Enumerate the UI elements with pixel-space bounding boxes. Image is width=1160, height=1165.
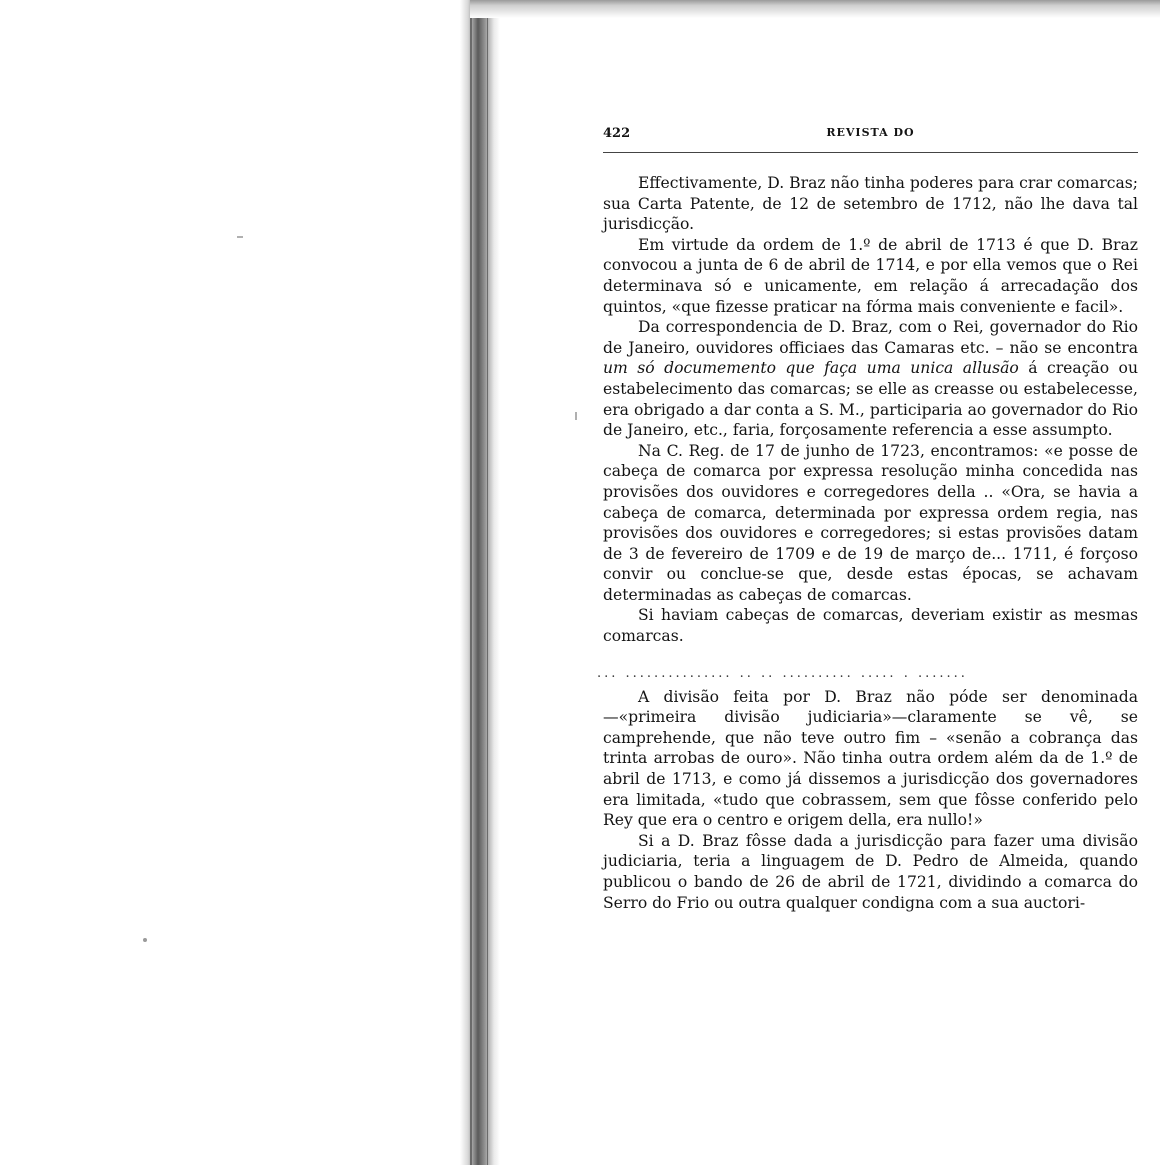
spine-line [487, 0, 488, 1165]
text-segment: Si haviam cabeças de comarcas, deveriam existir as mesmas comarcas. [603, 606, 1138, 646]
text-segment: Na C. Reg. de 17 de junho de 1723, encontramos: «e posse de cabeça de comarca por expressa resolução minha concedida nas provisões dos ouvidores e corregedores della .. «Ora, se havia a cabeça de comarca, determinada por expressa ordem regia, nas provisões dos ouvidores e corregedores; si estas provisões datam de 3 de fevereiro de 1709 e de 19 de março de... 1711, é forçoso convir ou conclue-se que, desde estas épocas, se achavam determinadas as cabeças de comarcas. [603, 441, 1138, 604]
text-segment: Da correspondencia de D. Braz, com o Rei, governador do Rio de Janeiro, ouvidores officiaes das Camaras etc. – não se encontra [603, 318, 1138, 357]
text-segment: A divisão feita por D. Braz não póde ser denominada—«primeira divisão judiciaria»—claramente se vê, se camprehende, que não teve outro fim – «senão a cobrança das trinta arrobas de ouro». Não tinha outra ordem além da de 1.º de abril de 1713, e como já dissemos a jurisdicção dos governadores era limitada, «tudo que cobrassem, sem que fôsse conferido pelo Rey que era o centro e origem della, era nullo!» [603, 687, 1138, 830]
paragraph [603, 605, 1138, 646]
paragraph [603, 317, 1138, 441]
running-title: REVISTA DO [826, 126, 915, 139]
paragraph [603, 173, 1138, 235]
dust-mark [237, 236, 243, 238]
book-spine-shadow [460, 0, 500, 1165]
page-number: 422 [603, 126, 631, 141]
paragraph [603, 441, 1138, 606]
text-segment: á creação ou estabelecimento das comarcas; se elle as creasse ou estabelecesse, era obrigado a dar conta a S. M., participaria ao governador do Rio de Janeiro, etc., faria, forçosamente referencia a esse assumpto. [603, 359, 1138, 440]
page-top-edge-shadow [470, 0, 1160, 18]
ellipsis-separator: ... ............... .. .. .......... ..... . ....... [597, 665, 968, 681]
header-rule [603, 152, 1138, 153]
spine-line [470, 0, 472, 1165]
page-header [603, 126, 1138, 148]
paragraph [603, 687, 1138, 831]
italic-text: um só documemento que faça uma unica allusão [603, 359, 1019, 378]
dust-speck [143, 938, 147, 942]
paragraph [603, 235, 1138, 317]
body-text-continued [603, 687, 1138, 914]
dust-mark [575, 412, 577, 420]
paragraph [603, 831, 1138, 913]
book-page [597, 126, 1138, 913]
body-text [603, 173, 1138, 647]
text-segment: Em virtude da ordem de 1.º de abril de 1713 é que D. Braz convocou a junta de 6 de abril de 1714, e por ella vemos que o Rei determinava só e unicamente, em relação á arrecadação dos quintos, «que fizesse praticar na fórma mais conveniente e facil». [603, 235, 1138, 316]
text-segment: Si a D. Braz fôsse dada a jurisdicção para fazer uma divisão judiciaria, teria a linguagem de D. Pedro de Almeida, quando publicou o bando de 26 de abril de 1721, dividindo a comarca do Serro do Frio ou outra qualquer condigna com a sua auctori- [603, 831, 1138, 912]
text-segment: Effectivamente, D. Braz não tinha poderes para crar comarcas; sua Carta Patente, de 12 de setembro de 1712, não lhe dava tal jurisdicção. [603, 174, 1138, 234]
